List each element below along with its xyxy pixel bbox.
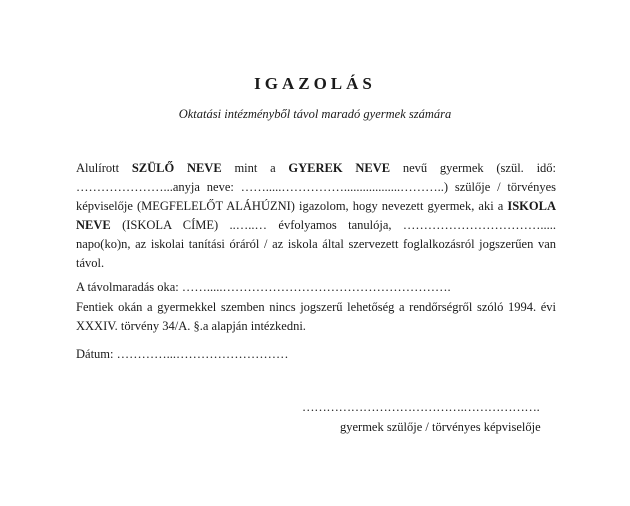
child-name-placeholder: GYEREK NEVE [288,161,391,175]
parent-name-placeholder: SZÜLŐ NEVE [131,161,222,175]
statement-text-1: Alulírott [76,161,132,175]
signature-label: gyermek szülője / törvényes képviselője [340,420,541,434]
document-subtitle: Oktatási intézményből távol maradó gyermek számára [178,107,452,121]
statement-text-3: nevű gyermek (szül. idő: …………………...anyja neve: …….....……………..................………..) szülője / törvényes képviselője (MEGFELELŐT ALÁHÚZNI) igazolom, hogy nevezett gyermek, aki a [76,161,557,213]
document-title: IGAZOLÁS [254,74,376,93]
date-line: Dátum: …………...……………………… [76,347,289,361]
signature-line: ………………………………….………………. [302,400,540,414]
statement-text-4: (ISKOLA CÍME) ..…..… évfolyamos tanulója, ……………………………..... napo(ko)n, az iskolai tanítási óráról / az iskola által szervezett foglalkozásról jogszerűen van távol. [76,218,556,270]
school-name-placeholder: ISKOLA NEVE [76,199,556,232]
legal-note-paragraph: Fentiek okán a gyermekkel szemben nincs jogszerű lehetőség a rendőrségről szóló 1994. évi XXXIV. törvény 34/A. §.a alapján intézkedni. [76,300,556,333]
statement-text-2: mint a [221,161,289,175]
statement-paragraph [76,159,556,273]
absence-reason-line: A távolmaradás oka: …….....………………………………………………. [76,280,451,294]
